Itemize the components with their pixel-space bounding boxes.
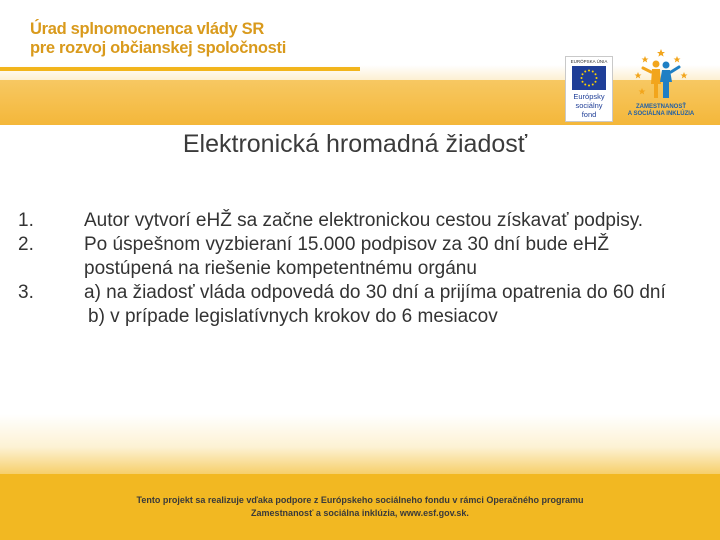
zsi-logo-line2: A SOCIÁLNA INKLÚZIA [627,111,695,117]
list-item-number: 2. [18,234,34,255]
esf-logo-line3: fond [581,110,597,119]
eu-star [584,84,586,86]
eu-star [581,77,583,79]
eu-star [595,81,597,83]
esf-logo-text [566,92,612,119]
employment-inclusion-logo-text [626,104,696,118]
eu-star [592,84,594,86]
eu-star [584,71,586,73]
slide-title: Elektronická hromadná žiadosť [182,130,528,158]
esf-logo [565,56,613,122]
list-subline: b) v prípade legislatívnych krokov do 6 mesiacov [88,306,498,327]
organization-title-line2: pre rozvoj občianskej spoločnosti [30,39,286,57]
list-item [18,281,678,305]
header [0,0,720,125]
eu-star [595,73,597,75]
organization-title-line1: Úrad splnomocnenca vlády SR [30,20,264,38]
numbered-list [18,209,678,329]
zsi-logo-line1: ZAMESTNANOSŤ [636,104,686,110]
esf-logo-line1: Európsky [573,92,605,101]
footer-text [0,494,720,520]
esf-logo-line2: sociálny [575,101,603,110]
header-rule [0,67,360,71]
eu-star [582,81,584,83]
eu-star [592,71,594,73]
eu-star [596,77,598,79]
footer-gradient [0,414,720,474]
list-item-text: Po úspešnom vyzbieraní 15.000 podpisov za 30 dní bude eHŽ postúpená na riešenie kompetentnému orgánu [84,234,609,279]
eu-flag-icon [572,66,606,90]
eu-star [588,70,590,72]
organization-title [30,20,286,58]
esf-logo-top-text: EURÓPSKA ÚNIA [570,59,608,64]
footer-line2: Zamestnanosť a sociálna inklúzia, www.esf.gov.sk. [251,508,469,518]
list-item [18,209,678,233]
employment-inclusion-logo [626,48,696,124]
list-item-number: 1. [18,210,34,231]
footer-line1: Tento projekt sa realizuje vďaka podpore z Európskeho sociálneho fondu v rámci Operačného programu [136,495,584,505]
list-item-text: a) na žiadosť vláda odpovedá do 30 dní a prijíma opatrenia do 60 dní [84,282,666,303]
list-item-number: 3. [18,282,34,303]
eu-star [588,85,590,87]
people-figures-icon [634,48,688,104]
list-item [18,233,678,281]
list-item-text: Autor vytvorí eHŽ sa začne elektronickou cestou získavať podpisy. [84,210,644,231]
eu-star [582,73,584,75]
